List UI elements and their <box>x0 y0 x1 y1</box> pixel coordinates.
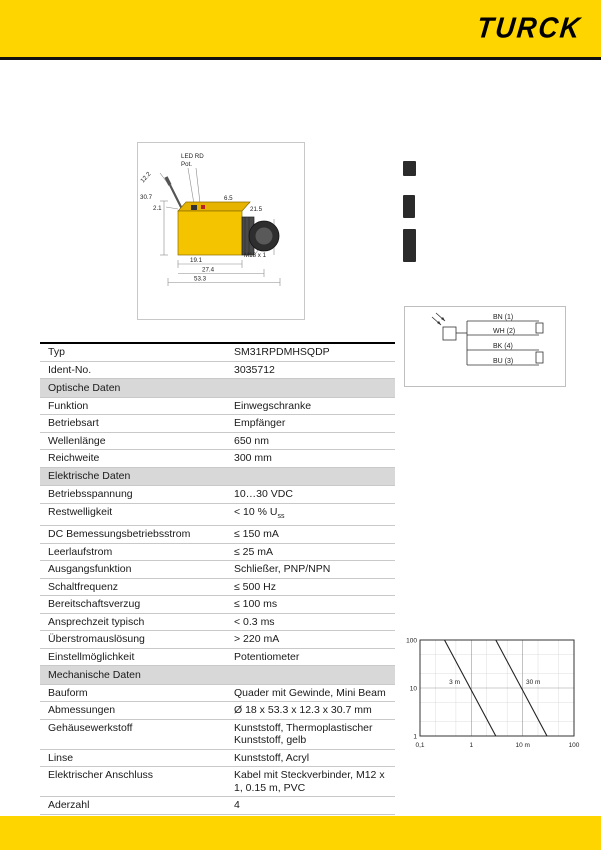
wiring-schematic <box>405 307 563 384</box>
table-row <box>40 433 395 451</box>
spec-value: 3035712 <box>234 363 275 376</box>
spec-value: 300 mm <box>234 452 272 464</box>
spec-label: Ident-No. <box>48 363 92 376</box>
spec-value: Kunststoff, Acryl <box>234 751 310 764</box>
table-row <box>40 750 395 768</box>
spec-value: ≤ 150 mA <box>234 528 279 541</box>
drawing-dim-53-3: 53.3 <box>194 275 207 283</box>
spec-value: ≤ 25 mA <box>234 545 274 558</box>
spec-value: 650 nm <box>234 434 270 447</box>
table-row <box>40 579 395 597</box>
spec-label: Reichweite <box>48 452 100 464</box>
drawing-dim-30-7: 30.7 <box>140 194 153 201</box>
drawing-dim-2-1: 2.1 <box>153 205 162 212</box>
drawing-dim-21-5: 21.5 <box>250 206 263 213</box>
spec-label: Betriebsart <box>48 417 99 429</box>
wire-label-bk: BK (4) <box>493 343 513 350</box>
wire-label-bu: BU (3) <box>493 358 514 365</box>
x-tick-100: 100 <box>568 742 580 749</box>
table-row <box>40 702 395 720</box>
spec-label: Bauform <box>48 686 88 699</box>
table-row <box>40 767 395 797</box>
table-row <box>40 504 395 527</box>
spec-value: Quader mit Gewinde, Mini Beam <box>234 686 386 699</box>
spec-label: Ausgangsfunktion <box>48 563 132 576</box>
spec-label: Einstellmöglichkeit <box>48 650 135 663</box>
section-title: Optische Daten <box>48 381 121 394</box>
spec-value: Einwegschranke <box>234 399 312 412</box>
drawing-label-led: LED RD <box>181 153 204 160</box>
excess-gain-plot <box>402 632 584 754</box>
series-label-3m: 3 m <box>449 679 460 686</box>
y-tick-10: 10 <box>409 685 417 693</box>
spec-value: Empfänger <box>234 417 286 429</box>
y-tick-1: 1 <box>413 733 417 741</box>
table-row <box>40 649 395 667</box>
spec-label: Gehäusewerkstoff <box>48 721 133 734</box>
table-row <box>40 614 395 632</box>
wire-label-wh: WH (2) <box>493 328 516 335</box>
spec-value: 10…30 VDC <box>234 488 293 500</box>
table-row <box>40 685 395 703</box>
spec-value: ≤ 100 ms <box>234 598 278 611</box>
spec-label: Bereitschaftsverzug <box>48 598 141 611</box>
table-row <box>40 720 395 750</box>
value-text: < 10 % U <box>234 505 278 518</box>
spec-label: Elektrischer Anschluss <box>48 769 154 782</box>
table-row <box>40 362 395 380</box>
spec-label: Betriebsspannung <box>48 488 133 500</box>
spec-label: Linse <box>48 751 74 764</box>
spec-label: Typ <box>48 346 65 358</box>
spec-label: Schaltfrequenz <box>48 580 119 593</box>
spec-label: Überstromauslösung <box>48 633 145 646</box>
table-section-header <box>40 468 395 487</box>
spec-label: Ansprechzeit typisch <box>48 615 145 628</box>
x-tick-1: 1 <box>469 742 474 749</box>
spec-value: Ø 18 x 53.3 x 12.3 x 30.7 mm <box>234 704 372 717</box>
spec-label: DC Bemessungsbetriebsstrom <box>48 528 191 541</box>
spec-value: SM31RPDMHSQDP <box>234 346 330 358</box>
spec-value: ≤ 500 Hz <box>234 580 276 593</box>
drawing-dim-19-1: 19.1 <box>190 257 203 264</box>
spec-value: 4 <box>234 799 240 812</box>
spec-label: Funktion <box>48 399 89 412</box>
spec-value: Potentiometer <box>234 650 300 663</box>
table-row <box>40 398 395 416</box>
excess-gain-chart <box>402 632 584 754</box>
turck-logo: TURCK <box>474 11 583 45</box>
unreadable-text-block <box>403 229 416 262</box>
drawing-dim-27-4: 27.4 <box>202 266 215 274</box>
x-tick-10m: 10 m <box>515 742 530 749</box>
section-title: Mechanische Daten <box>48 668 141 681</box>
spec-table <box>40 342 395 833</box>
spec-label: Abmessungen <box>48 704 116 717</box>
table-row <box>40 486 395 504</box>
header-bar <box>0 0 601 57</box>
spec-label: Leerlaufstrom <box>48 545 113 558</box>
wire-label-bn: BN (1) <box>493 314 514 321</box>
table-row <box>40 596 395 614</box>
table-row <box>40 450 395 468</box>
x-tick-0-1: 0,1 <box>415 742 425 749</box>
y-tick-100: 100 <box>406 637 417 645</box>
drawing-dim-12-2: 12.2 <box>139 170 153 185</box>
spec-value: Kabel mit Steckverbinder, M12 x 1, 0.15 m, PVC <box>234 769 385 794</box>
unreadable-text-block <box>403 195 415 218</box>
drawing-label-pot: Pot. <box>181 161 193 168</box>
section-title: Elektrische Daten <box>48 470 131 482</box>
unreadable-text-block <box>403 161 416 176</box>
table-section-header <box>40 666 395 685</box>
drawing-label-thread: M18 x 1 <box>244 252 267 259</box>
wiring-diagram <box>404 306 566 387</box>
table-row <box>40 544 395 562</box>
header-divider <box>0 57 601 60</box>
table-row <box>40 797 395 815</box>
table-row <box>40 526 395 544</box>
table-row <box>40 415 395 433</box>
spec-value: Schließer, PNP/NPN <box>234 563 331 576</box>
series-label-30m: 30 m <box>526 679 541 686</box>
drawing-dim-6-5: 6.5 <box>224 195 233 202</box>
value-subscript: ss <box>277 512 285 520</box>
spec-value: > 220 mA <box>234 633 280 646</box>
sensor-drawing <box>138 143 302 317</box>
spec-value <box>230 504 395 526</box>
table-row <box>40 561 395 579</box>
footer-bar <box>0 816 601 850</box>
spec-label: Aderzahl <box>48 799 90 812</box>
spec-value: < 0.3 ms <box>234 615 275 628</box>
product-drawing <box>137 142 305 320</box>
spec-label: Restwelligkeit <box>48 505 113 518</box>
table-row <box>40 631 395 649</box>
table-row <box>40 344 395 362</box>
spec-label: Wellenlänge <box>48 434 106 447</box>
spec-value: Kunststoff, Thermoplastischer Kunststoff, gelb <box>234 721 373 747</box>
table-section-header <box>40 379 395 398</box>
